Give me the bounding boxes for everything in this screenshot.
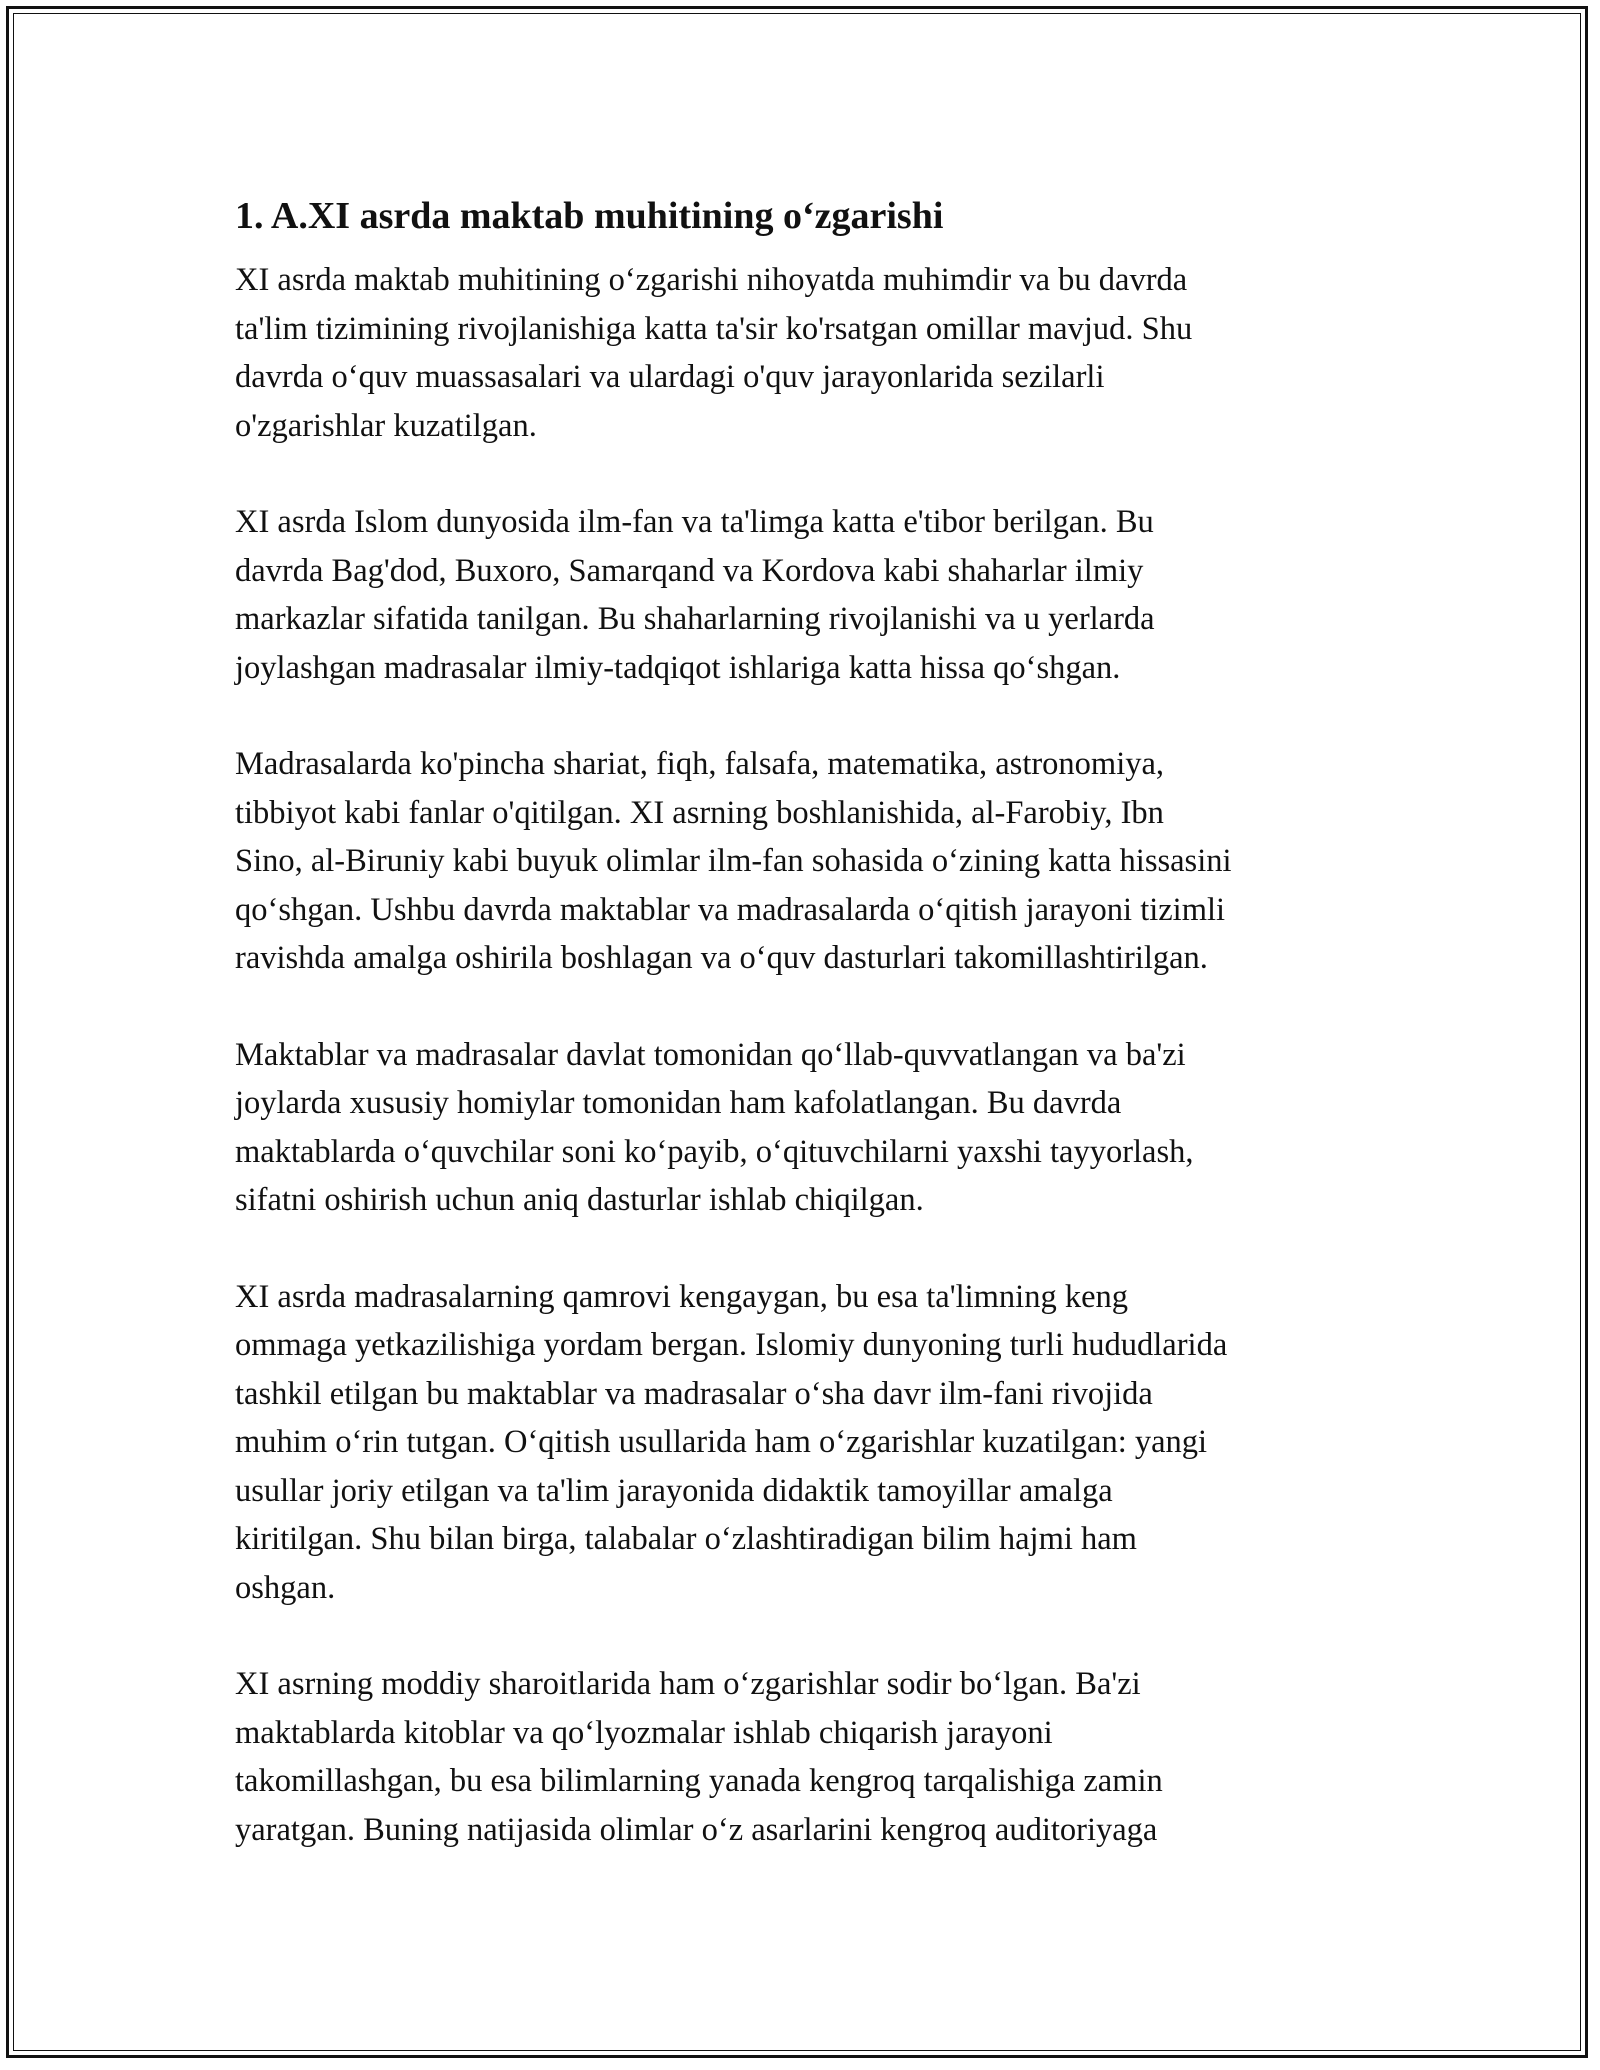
paragraph-6: XI asrning moddiy sharoitlarida ham o‘zgarishlar sodir bo‘lgan. Ba'zi maktablarda kitoblar va qo‘lyozmalar ishlab chiqarish jarayoni takomillashgan, bu esa bilimlarning yanada kengroq tarqalishiga zamin yaratgan. Buning natijasida olimlar o‘z asarlarini kengroq auditoriyaga: [235, 1666, 1163, 1848]
paragraph-3: Madrasalarda ko'pincha shariat, fiqh, falsafa, matematika, astronomiya, tibbiyot kabi fanlar o'qitilgan. XI asrning boshlanishida, al-Farobiy, Ibn Sino, al-Biruniy kabi buyuk olimlar ilm-fan sohasida o‘zining katta hissasini qo‘shgan. Ushbu davrda maktablar va madrasalarda o‘qitish jarayoni tizimli ravishda amalga oshirila boshlagan va o‘quv dasturlari takomillashtirilgan.: [235, 746, 1232, 976]
paragraph-1: XI asrda maktab muhitining o‘zgarishi nihoyatda muhimdir va bu davrda ta'lim tizimining rivojlanishiga katta ta'sir ko'rsatgan omillar mavjud. Shu davrda o‘quv muassasalari va ulardagi o'quv jarayonlarida sezilarli o'zgarishlar kuzatilgan.: [235, 262, 1193, 444]
paragraph-4: Maktablar va madrasalar davlat tomonidan qo‘llab-quvvatlangan va ba'zi joylarda xususiy homiylar tomonidan ham kafolatlangan. Bu davrda maktablarda o‘quvchilar soni ko‘payib, o‘qituvchilarni yaxshi tayyorlash, sifatni oshirish uchun aniq dasturlar ishlab chiqilgan.: [235, 1036, 1194, 1218]
section-heading: 1. A.XI asrda maktab muhitining o‘zgarishi: [235, 195, 944, 237]
document-body: [235, 188, 1365, 1902]
paragraph-5: XI asrda madrasalarning qamrovi kengaygan, bu esa ta'limning keng ommaga yetkazilishiga yordam bergan. Islomiy dunyoning turli hududlarida tashkil etilgan bu maktablar va madrasalar o‘sha davr ilm-fani rivojida muhim o‘rin tutgan. O‘qitish usullarida ham o‘zgarishlar kuzatilgan: yangi usullar joriy etilgan va ta'lim jarayonida didaktik tamoyillar amalga kiritilgan. Shu bilan birga, talabalar o‘zlashtiradigan bilim hajmi ham oshgan.: [235, 1278, 1228, 1606]
paragraph-2: XI asrda Islom dunyosida ilm-fan va ta'limga katta e'tibor berilgan. Bu davrda Bag'dod, Buxoro, Samarqand va Kordova kabi shaharlar ilmiy markazlar sifatida tanilgan. Bu shaharlarning rivojlanishi va u yerlarda joylashgan madrasalar ilmiy-tadqiqot ishlariga katta hissa qo‘shgan.: [235, 504, 1155, 686]
